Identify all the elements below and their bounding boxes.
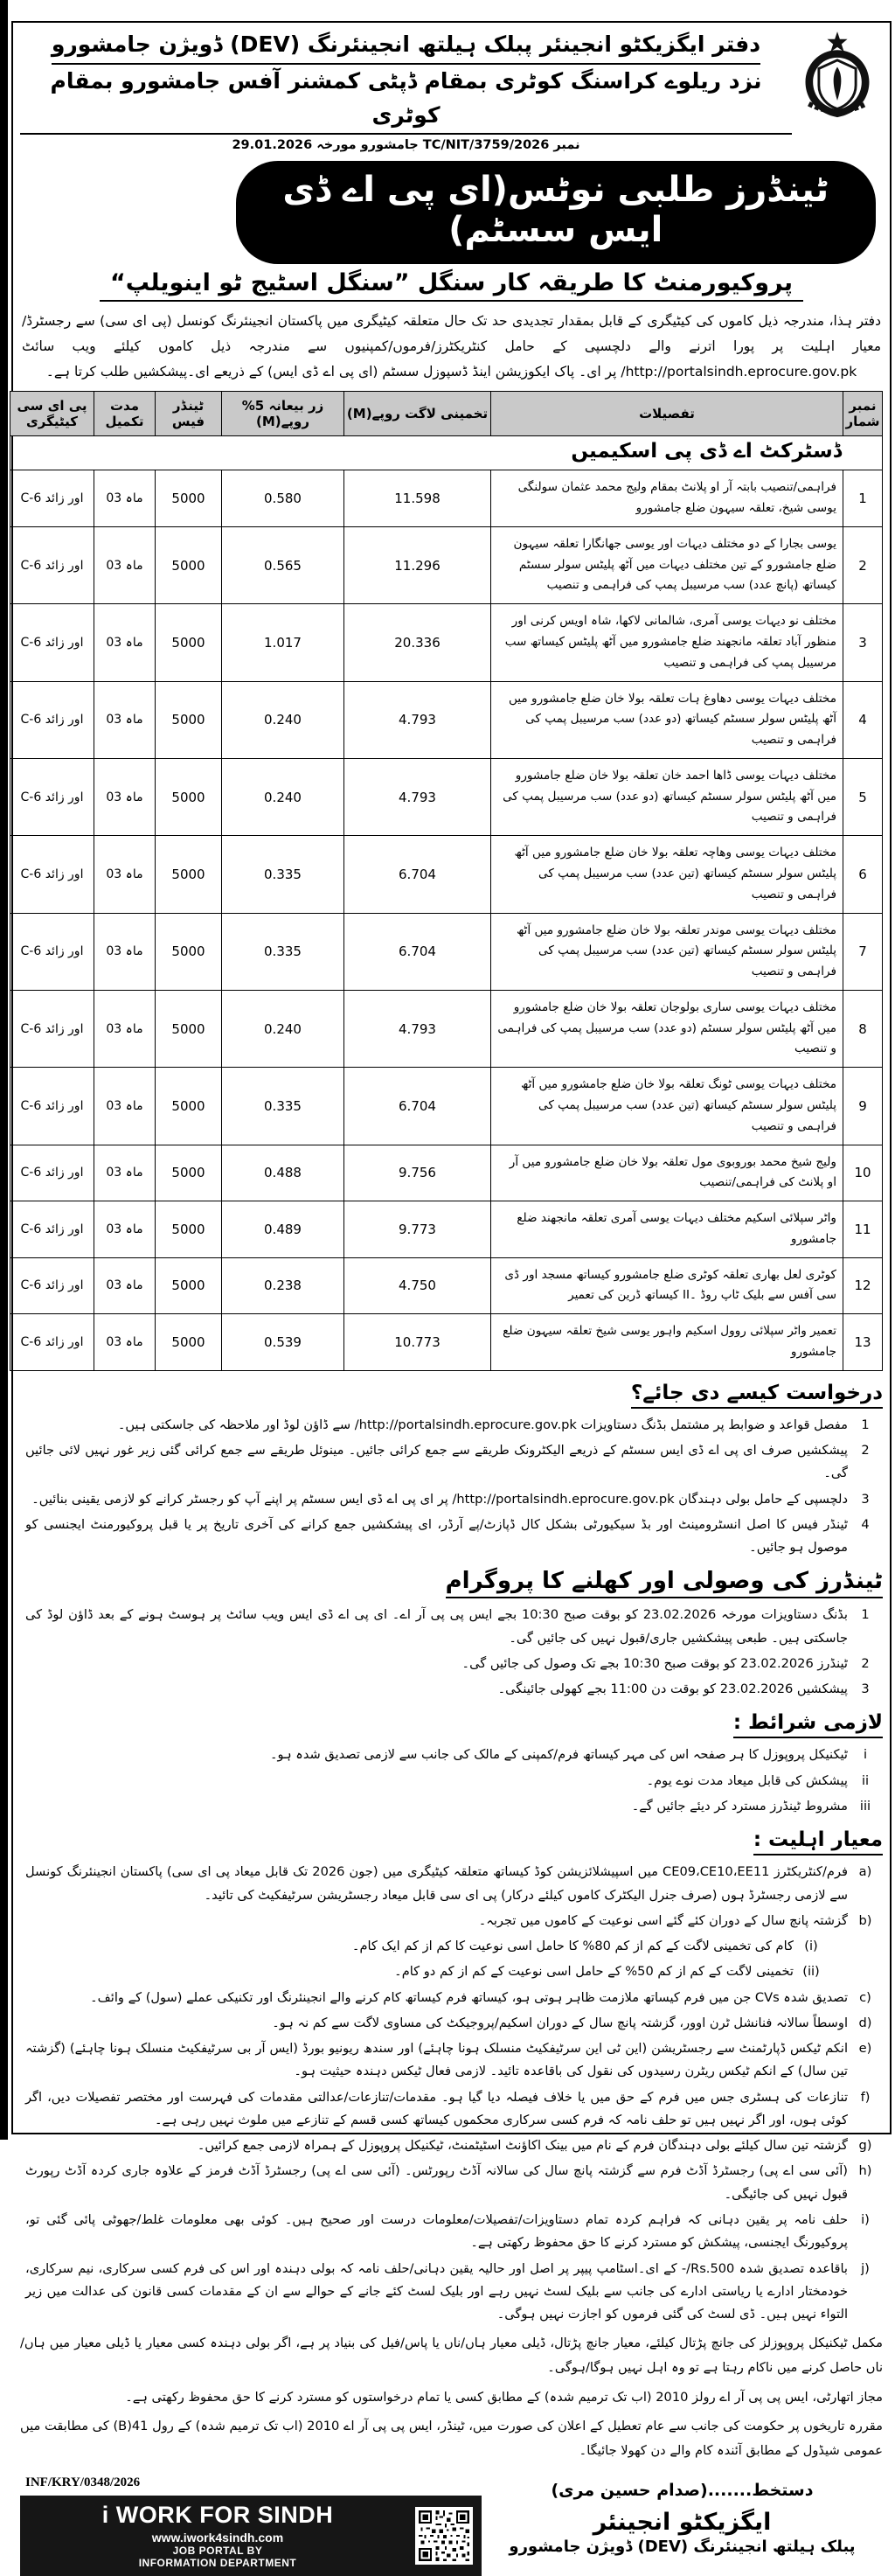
list-item-number: 1 [861,1417,870,1432]
work-for-sindh-banner [20,2496,482,2576]
list-item [20,2258,883,2327]
table-row: 4 مختلف دیہات یوسی دھاوغ ہات تعلقہ بولا خان ضلع جامشورو میں آٹھ پلیٹس سولر سسٹم کیساتھ (دو عدد) سب مرسیبل پمپ کی فراہمی و تنصیب 4.793 0.240 5000 03 ماہ C-6 اور زائد [10,681,883,758]
table-row: 10 ولیج شیخ محمد بوروبوی مول تعلقہ بولا خان ضلع جامشورو میں آر او پلانٹ کی فراہمی/تنصیب 9.756 0.488 5000 03 ماہ C-6 اور زائد [10,1145,883,1201]
table-row: 6 مختلف دیہات یوسی وھاچہ تعلقہ بولا خان ضلع جامشورو میں آٹھ پلیٹس سولر سسٹم کیساتھ (تین عدد) سب مرسیبل پمپ کی فراہمی و تنصیب 6.704 0.335 5000 03 ماہ C-6 اور زائد [10,836,883,913]
list-item-number: (c [859,1989,871,2005]
list-item-text: مشروط ٹینڈرز مسترد کر دیئے جائیں گے۔ [631,1799,848,1814]
section-tender-schedule [20,1568,883,1701]
list-item-number: (h [858,2163,872,2179]
col-completion-period: مدت تکمیل [94,392,156,436]
list-item-text: (آئی سی اے پی) رجسٹرڈ آڈٹ فرم سے گزشتہ پانچ سال کی سالانہ آڈٹ رپورٹس۔ (آئی سی اے پی) رجسٹرڈ آڈٹ فرمز کے علاوہ جاری کردہ آڈٹ رپورٹ قبول نہیں کی جائیگی۔ [25,2163,848,2202]
list-item-number: 3 [861,1681,870,1697]
tender-notice-banner: ٹینڈرز طلبی نوٹس(ای پی اے ڈی ایس سسٹم) [236,161,877,264]
eligibility-notes [20,2331,883,2463]
list-item-text: ٹینڈر فیس کا اصل انسٹرومینٹ اور بڈ سیکیورٹی بشکل کال ڈپازٹ/پے آرڈر، ای پیشکشیں جمع کرانے کی آخری تاریخ پر یا قبل پروکیورمنٹ ایجنسی کو موصول ہو جائیں۔ [25,1516,848,1556]
table-header [10,392,883,436]
table-row: 8 مختلف دیہات یوسی ساری بولوجان تعلقہ بولا خان ضلع جامشورو میں آٹھ پلیٹس سولر سسٹم (دو عدد) سب مرسیبل پمپ کی فراہمی و تنصیب 4.793 0.240 5000 03 ماہ C-6 اور زائد [10,990,883,1067]
list-item-number: (i [861,2212,870,2227]
section-how-to-apply [20,1380,883,1560]
qr-code-icon [415,2507,473,2565]
list-item-number: (d [858,2015,872,2030]
list-item-text: اوسطاً سالانہ فنانشل ٹرن اوور، گزشتہ پانچ سال کے دوران اسکیم/پروجیکٹ کی مساوی لاگت سے کم نہ ہو۔ [272,2015,848,2030]
tender-table [10,391,883,1371]
list-item-number: (ii) [802,1964,820,1980]
list-item-text: فرم/کنٹریکٹرز CE09،CE10،EE11 میں اسپیشلائزیشن کوڈ کیساتھ متعلقہ کیٹیگری میں (جون 2026 تک قابل میعاد پی ای سی) پاکستان انجینئرنگ کونسل سے لازمی رجسٹرڈ ہوں (صرف جنرل الیکٹرک کاموں کیلئے درکار) پی ای سی قابل میعاد رجسٹریشن سرٹیفکیٹ کی تائید۔ [25,1864,848,1903]
section-mandatory-conditions [20,1709,883,1818]
list-item-text: گزشتہ تین سال کیلئے بولی دہندگان فرم کے نام میں بینک اکاؤنٹ اسٹیٹمنٹ، ٹیکنیکل پروپوزل کے ہمراہ لازمی جمع کرائیں۔ [197,2138,848,2154]
work-for-sindh-text [29,2503,406,2569]
office-title-line2: نزد ریلوے کراسنگ کوٹری بمقام ڈپٹی کمشنر آفس جامشورو بمقام کوٹری [20,65,792,136]
signature-block [482,2475,883,2576]
table-row: 7 مختلف دیہات یوسی موندر تعلقہ بولا خان ضلع جامشورو میں آٹھ پلیٹس سولر سسٹم کیساتھ (تین عدد) سب مرسیبل پمپ کی فراہمی و تنصیب 6.704 0.335 5000 03 ماہ C-6 اور زائد [10,913,883,990]
how-to-apply-title: درخواست کیسے دی جائے؟ [631,1382,883,1409]
list-item-text: پیشکشیں 23.02.2026 کو بوقت دن 11:00 بجے کھولی جائینگی۔ [497,1681,848,1697]
col-pec-category: پی ای سی کیٹیگری [10,392,94,436]
list-item-number: i [863,1747,868,1763]
iwork4sindh-url: www.iwork4sindh.com [151,2530,284,2545]
table-row: 1 فراہمی/تنصیب بابتہ آر او پلانٹ بمقام ولیج محمد عثمان سولنگی یوسی شیخ، تعلقہ سیہون ضلع جامشورو 11.598 0.580 5000 03 ماہ C-6 اور زائد [10,470,883,527]
procurement-method-subtitle: پروکیورمنٹ کا طریقہ کار سنگل ”سنگل اسٹیج ٹو اینویلپ“ [100,269,803,302]
inf-number: INF/KRY/0348/2026 [25,2475,141,2489]
footer [20,2475,883,2576]
col-earnest-money: زر بیعانہ 5% روپے(M) [222,392,344,436]
sindh-government-emblem-icon [792,28,883,124]
schedule-title: ٹینڈرز کی وصولی اور کھلنے کا پروگرام [446,1568,883,1598]
list-item-number: ii [861,1772,870,1788]
ad-frame [11,21,892,2569]
list-item-text: باقاعدہ تصدیق شدہ Rs.500/- کے ای۔اسٹامپ پیپر پر اصل اور حالیہ یقین دہانی/حلف نامہ کہ بولی دہندہ اور اس کی فرم کسی سرکاری، نیم سرکاری، خودمختار ادارے یا ریاستی ادارے کی جانب سے بلیک لسٹ نہیں رہے اور بلیک لسٹ کئے جانے کے حوالے سے ان کے مقدمات کسی قانون کی عدالت میں زیر التواء نہیں ہیں۔ ڈی لسٹ کی گئی فرموں کو اجازت نہیں ہوگی۔ [25,2260,848,2322]
list-item [20,1514,883,1560]
list-item-number: (a [858,1864,872,1880]
list-item-number: 1 [861,1607,870,1623]
table-row: 3 مختلف نو دیہات یوسی آمری، شالمانی لاکھا، شاہ اویس کرنی اور منظور آباد تعلقہ مانجھند ضلع جامشورو میں آٹھ پلیٹس کیساتھ سب مرسیبل پمپ کی فراہمی و تنصیب 20.336 1.017 5000 03 ماہ C-6 اور زائد [10,604,883,681]
list-item [20,1910,883,1932]
list-item-text: پیشکش کی قابل میعاد مدت نوے یوم۔ [646,1772,848,1788]
table-row: 2 یوسی بجارا کے دو مختلف دیہات اور یوسی جھانگارا تعلقہ سیہون ضلع جامشورو کے تین مختلف دیہات میں آٹھ پلیٹس سولر سسٹم کیساتھ (پانچ عدد) سب مرسیبل پمپ کی فراہمی و تنصیب 11.296 0.565 5000 03 ماہ C-6 اور زائد [10,526,883,603]
list-item [20,1935,829,1958]
list-item-number: 3 [861,1491,870,1507]
list-item-number: (f [860,2089,871,2105]
list-item [20,1795,883,1818]
list-item-number: (j [861,2260,870,2276]
list-item-number: (b [858,1912,872,1928]
list-item [20,1987,883,2009]
how-to-apply-list [20,1414,883,1560]
table-row: 5 مختلف دیہات یوسی ڈاھا احمد خان تعلقہ بولا خان ضلع جامشورو میں آٹھ پلیٹس سولر سسٹم کیساتھ (دو عدد) سب مرسیبل پمپ کی فراہمی و تنصیب 4.793 0.240 5000 03 ماہ C-6 اور زائد [10,758,883,835]
job-portal-line: JOB PORTAL BY [172,2544,263,2557]
col-details: تفصیلات [491,392,843,436]
list-item-number: (e [858,2041,872,2057]
table-row: 11 واٹر سپلائی اسکیم مختلف دیہات یوسی آمری تعلقہ مانجھند ضلع جامشورو 9.773 0.489 5000 03 ماہ C-6 اور زائد [10,1201,883,1258]
list-item [20,1488,883,1511]
list-item-text: تخمینی لاگت کے کم از کم 50% کے حامل اسی نوعیت کے کم از کم دو کام۔ [394,1964,794,1980]
list-item-text: انکم ٹیکس ڈپارٹمنٹ سے رجسٹریشن (این ٹی این سرٹیفکیٹ منسلک ہونا چاہئے) اور سندھ ریونیو بورڈ (ایس آر بی سرٹیفکیٹ منسلک ہونا چاہئے) (گزشتہ تین سال) کے انکم ٹیکس ریٹرن رسیدوں کی نقول کی باقاعدہ تائید۔ لازمی فعال ٹیکس دہندہ حیثیت ہو۔ [25,2041,848,2079]
list-item [20,2086,883,2133]
list-item-text: تنازعات کی ہسٹری جس میں فرم کے حق میں یا خلاف فیصلہ دیا گیا ہو۔ مقدمات/تنازعات/عدالتی مقدمات کی فہرست اور مختصر تفصیلات دیں، اگر کوئی ہوں، اور اگر نہیں ہیں تو حلف نامہ کہ فرم کسی سرکاری محکموں کیساتھ کسی قسم کے تنازعے میں ملوث نہیں رہی ہے۔ [25,2089,848,2127]
list-item [20,1960,829,1983]
department-name: پبلک ہیلتھ انجینئرنگ (DEV) ڈویژن جامشورو [509,2537,856,2556]
list-item-text: حلف نامہ پر یقین دہانی کہ فراہم کردہ تمام دستاویزات/تفصیلات/معلومات درست اور صحیح ہیں۔ کوئی بھی معلومات غلط/جھوٹی پائی گئی تو، پروکیورنگ ایجنسی، پیشکش کو مسترد کرنے کا حق محفوظ رکھتی ہے۔ [25,2212,848,2251]
list-item [20,1744,883,1766]
col-tender-fee: ٹینڈر فیس [156,392,222,436]
list-item [20,2134,883,2157]
table-row: 13 تعمیر واٹر سپلائی روول اسکیم واہور یوسی شیخ تعلقہ سیہون ضلع جامشورو 10.773 0.539 5000 03 ماہ C-6 اور زائد [10,1314,883,1371]
list-item-text: گزشتہ پانچ سال کے دوران کئے گئے اسی نوعیت کے کاموں میں تجربہ۔ [478,1912,848,1928]
list-item-number: 2 [861,1655,870,1671]
designation: ایگزیکٹو انجینئر [593,2508,772,2536]
list-item-text: ٹینڈرز 23.02.2026 کو بوقت صبح 10:30 بجے تک وصول کی جائیں گی۔ [461,1655,848,1671]
list-item [20,1770,883,1793]
list-item [20,1439,883,1486]
list-item-number: (i) [804,1939,818,1954]
office-title-line1: دفتر ایگزیکٹو انجینئر پبلک ہیلتھ انجینئرنگ (DEV) ڈویژن جامشورو [52,28,760,65]
list-item-text: مفصل قواعد و ضوابط پر مشتمل بڈنگ دستاویزات http://portalsindh.eprocure.gov.pk/ سے ڈاؤن لوڈ اور ملاحظہ کی جاسکتی ہیں۔ [117,1417,848,1432]
list-item-text: پیشکشیں صرف ای پی اے ڈی ایس سسٹم کے ذریعے الیکٹرونک طریقے سے جمع کرائی جائیں۔ مینوئل طریقے سے جمع کرائی گئی زیر غور نہیں لائی جائیں گی۔ [25,1443,848,1481]
work-for-sindh-brand: i WORK FOR SINDH [101,2501,334,2528]
list-item [20,1678,883,1701]
list-item-number: 4 [861,1516,870,1532]
list-item [20,1861,883,1907]
list-item-text: کام کی تخمینی لاگت کے کم از کم 80% کا حامل اسی نوعیت کا کم از کم ایک کام۔ [351,1939,794,1954]
tender-table-body [10,436,883,1371]
list-item-text: تصدیق شدہ CVs جن میں فرم کیساتھ ملازمت ظاہر ہوتی ہو، کیساتھ فرم کیساتھ کام کرنے والے انجینئرنگ اور تکنیکی عملے (سول) کے وائف۔ [90,1989,848,2005]
col-serial: نمبر شمار [843,392,883,436]
table-row: 9 مختلف دیہات یوسی ٹونگ تعلقہ بولا خان ضلع جامشورو میں آٹھ پلیٹس سولر سسٹم کیساتھ (تین عدد) سب مرسیبل پمپ کی فراہمی و تنصیب 6.704 0.335 5000 03 ماہ C-6 اور زائد [10,1068,883,1145]
reference-number-line: نمبر TC/NIT/3759/2026 جامشورو مورخہ 29.01.2026 [232,138,580,153]
list-item [20,1604,883,1650]
closing-paragraph: مقررہ تاریخوں پر حکومت کی جانب سے عام تعطیل کے اعلان کی صورت میں، ٹینڈر، ایس پی پی آر اے 2010 (اب تک ترمیم شدہ) کے رول 41(B) کی مطابقت میں عمومی شیڈول کے مطابق آئندہ کام والے دن کھولا جائیگا۔ [20,2419,883,2459]
signature-line: دستخط.......(صدام حسین مری) [551,2480,814,2500]
information-dept-line: INFORMATION DEPARTMENT [138,2556,297,2569]
scheme-section-row: ڈسٹرکٹ اے ڈی پی اسکیمیں [10,436,883,470]
table-row: 12 کوٹری لعل بھاری تعلقہ کوٹری ضلع جامشورو کیساتھ مسجد اور ڈی سی آفس سے بلیک ٹاپ روڈ ۔II کیساتھ ڈرین کی تعمیر 4.750 0.238 5000 03 ماہ C-6 اور زائد [10,1257,883,1314]
mandatory-list [20,1744,883,1818]
closing-paragraph: مجاز اتھارٹی، ایس پی پی آر اے رولز 2010 (اب تک ترمیم شدہ) کے مطابق کسی یا تمام درخواستوں کو مسترد کرنے کا حق محفوظ رکھتی ہے۔ [125,2389,883,2405]
left-border-bar [0,0,8,2140]
list-item-text: بڈنگ دستاویزات مورخہ 23.02.2026 کو بوقت صبح 10:30 بجے ایس پی پی آر اے۔ ای پی اے ڈی ایس ویب سائٹ پر ہوسٹ ہونے کے بعد ڈاؤن لوڈ کی جاسکتی ہیں۔ طبعی پیشکشیں جاری/قبول نہیں کی جائیں گی۔ [25,1607,848,1646]
mandatory-title: لازمی شرائط : [733,1711,883,1738]
intro-paragraph: دفتر ہذا، مندرجہ ذیل کاموں کی کیٹیگری کے قابل بمقدار تجدیدی حد تک حال متعلقہ کیٹیگری میں پاکستان انجینئرنگ کونسل (پی ای سی) سے رجسٹرڈ/معیار اہلیت پر پورا اترنے والے دلچسپی کے حامل کنٹریکٹرز/فرموں/کمپنیوں سے مندرجہ ذیل کاموں کیلئے ویب سائٹ http://portalsindh.eprocure.gov.pk/ پر ای۔ پاک ایکوزیشن اینڈ ڈسپوزل سسٹم (ای پی اے ڈی ایس) کے ذریعے ای۔پیشکشیں طلب کرتا ہے۔ [22,313,881,379]
closing-paragraph: مکمل ٹیکنیکل پروپوزلز کی جانچ پڑتال کیلئے، معیار جانچ پڑتال، ڈیلی معیار ہاں/ناں یا پاس/فیل کی بنیاد پر ہے، اگر بولی دہندہ کسی معیار یا ڈیلی معیار میں ہاں/ناں حاصل کرنے میں ناکام رہتا ہے تو وہ اہل نہیں ہوگا/ہوگی۔ [20,2336,883,2376]
col-estimated-cost: تخمینی لاگت روپے(M) [344,392,491,436]
section-eligibility-criteria [20,1827,883,2463]
list-item-text: ٹیکنیکل پروپوزل کا ہر صفحہ اس کی مہر کیساتھ فرم/کمپنی کے مالک کی جانب سے لازمی تصدیق شدہ ہو۔ [269,1747,848,1763]
list-item [20,2209,883,2255]
list-item [20,1653,883,1675]
list-item [20,2037,883,2084]
list-item-text: دلچسپی کے حامل بولی دہندگان http://portalsindh.eprocure.gov.pk/ پر ای پی اے ڈی ایس سسٹم پر اپنے آپ کو رجسٹر کرانے کو لازمی یقینی بنائیں۔ [31,1491,848,1507]
footer-right [20,2475,482,2576]
brand-i-icon: i [101,2501,109,2528]
list-item-number: 2 [861,1443,870,1459]
list-item [20,1414,883,1437]
eligibility-list [20,1861,883,2326]
list-item-number: (g [858,2138,872,2154]
list-item-number: iii [859,1799,871,1814]
schedule-list [20,1604,883,1701]
header [20,28,883,152]
list-item [20,2160,883,2206]
header-text [20,28,792,152]
list-item [20,2012,883,2035]
eligibility-title: معیار اہلیت : [753,1828,883,1855]
